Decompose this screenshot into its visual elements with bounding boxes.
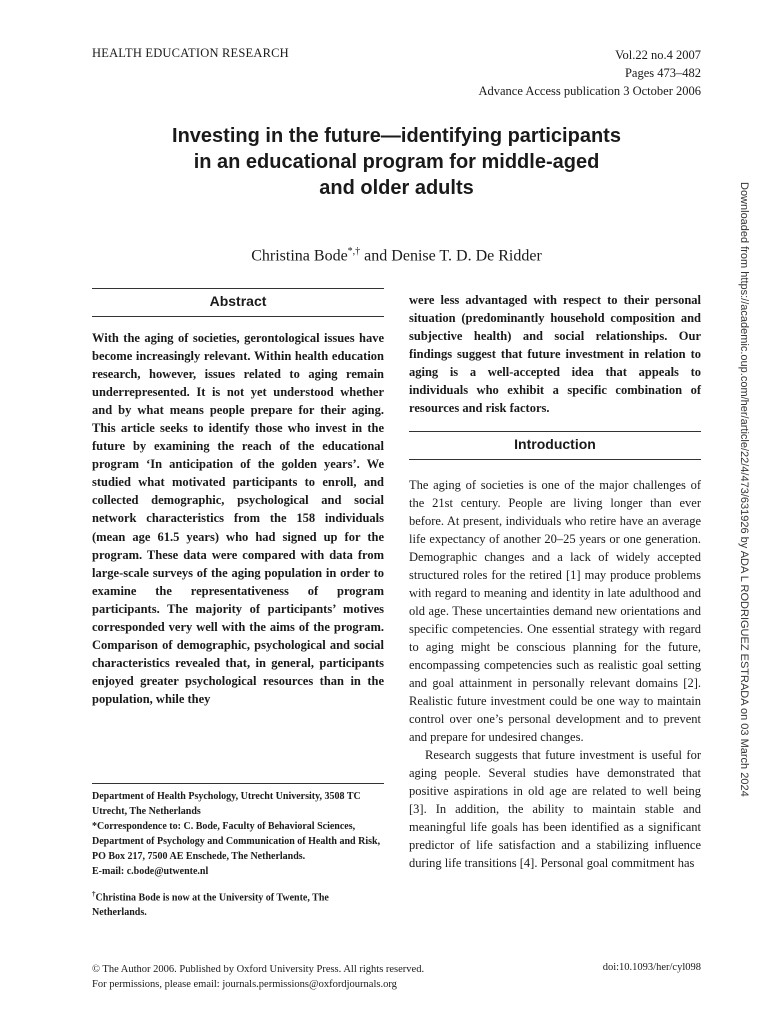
- left-column: [92, 288, 384, 708]
- title-line-2: in an educational program for middle-aged: [193, 151, 600, 173]
- correspondence-address: *Correspondence to: C. Bode, Faculty of Behavioral Sciences, Department of Psychology and Communication of Health and Risk, PO Box 217, 7500 AE Enschede, The Netherlands.: [92, 821, 381, 862]
- permissions-notice: For permissions, please email: journals.permissions@oxfordjournals.org: [92, 979, 397, 990]
- abstract-text-left: With the aging of societies, gerontological issues have become increasingly relevant. Within health education research, however, issues related to aging remain underrepresented. It is not yet understood whether and by what means people prepare for their aging. This article seeks to identify those who invest in the future by examining the reach of the educational program ‘In anticipation of the golden years’. We studied what motivated participants to enroll, and collected demographic, psychological and social network characteristics from the 158 individuals (mean age 61.5 years) who had signed up for the program. These data were compared with data from large-scale surveys of the aging population in order to examine the representativeness of program participants. The majority of participants’ motives corresponded very well with the aims of the program. Comparison of demographic, psychological and social characteristics revealed that, in general, participants enjoyed greater psychological resources than in the population, while they: [92, 331, 384, 706]
- abstract-text-right: were less advantaged with respect to their personal situation (predominantly household composition and subjective health) and social relationships. Our findings suggest that future investment in relation to aging is a well-accepted idea that appeals to individuals who exhibit a specific combination of resources and risk factors.: [409, 293, 701, 416]
- abstract-heading: Abstract: [209, 293, 267, 309]
- right-column: [409, 288, 701, 872]
- article-title: [92, 123, 701, 201]
- author-bode-marks: *,†: [347, 246, 361, 257]
- author-note: [92, 887, 384, 920]
- introduction-paragraph-2: Research suggests that future investment is useful for aging people. Several studies have demonstrated that positive aspirations in old age are related to well being [3]. In addition, the ability to maintain stable and meaningful life goals has been identified as a significant predictor of life satisfaction and a stabilizing influence during life transitions [4]. Personal goal commitment has: [409, 748, 701, 871]
- affiliation-department: Department of Health Psychology, Utrecht University, 3508 TC Utrecht, The Netherlands: [92, 791, 361, 817]
- affiliation-block: [92, 783, 384, 920]
- download-note: Downloaded from https://academic.oup.com/her/article/22/4/473/631926 by ADA L RODRIGUEZ ESTRADA on 03 March 2024: [738, 182, 750, 797]
- author-note-mark: †: [92, 890, 96, 898]
- journal-name: HEALTH EDUCATION RESEARCH: [92, 46, 289, 60]
- author-line: [92, 246, 701, 265]
- introduction-paragraph-1: The aging of societies is one of the major challenges of the 21st century. People are living longer than ever before. At present, individuals who retire have an average life expectancy of another 20–25 years or one generation. Demographic changes and a lack of widely accepted structured roles for the retired [1] may produce problems with regard to meaning and identity in late adulthood and old age. These uncertainties demand new orientations and specific competencies. One essential strategy with regard to aging might be conscious planning for the future, encompassing competencies such as realistic goal setting and goal attainment in personally relevant domains [2]. Realistic future investment could be one way to maintain control over one’s personal development and to prevent and prepare for undesired changes.: [409, 478, 701, 745]
- issue-info: [478, 46, 701, 100]
- doi-label: doi:10.1093/her/cyl098: [602, 962, 701, 973]
- title-line-1: Investing in the future—identifying participants: [172, 125, 621, 147]
- advance-access-label: Advance Access publication 3 October 2006: [478, 84, 701, 98]
- introduction-bottom-rule: [409, 459, 701, 460]
- author-de-ridder: Denise T. D. De Ridder: [391, 247, 542, 265]
- introduction-heading: Introduction: [514, 436, 596, 453]
- copyright-block: [92, 962, 424, 992]
- author-bode: Christina Bode: [251, 247, 348, 265]
- author-note-text: Christina Bode is now at the University of Twente, The Netherlands.: [92, 892, 329, 919]
- pages-label: Pages 473–482: [624, 66, 701, 80]
- author-conjunction: and: [360, 247, 392, 265]
- download-sidebar: [736, 182, 752, 842]
- correspondence-email: E-mail: c.bode@utwente.nl: [92, 866, 209, 877]
- affiliation-rule: [92, 783, 384, 784]
- copyright-notice: © The Author 2006. Published by Oxford University Press. All rights reserved.: [92, 964, 425, 975]
- abstract-bottom-rule: [92, 316, 384, 317]
- title-line-3: and older adults: [319, 177, 474, 199]
- volume-label: Vol.22 no.4 2007: [615, 48, 701, 62]
